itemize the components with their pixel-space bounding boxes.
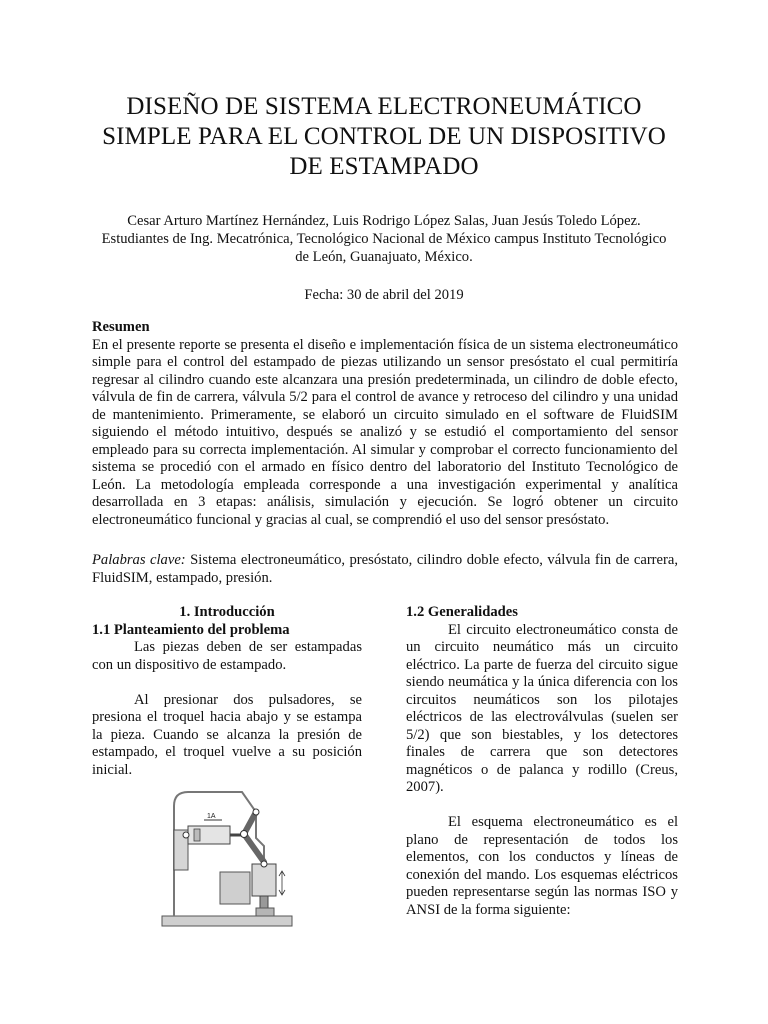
abstract-heading: Resumen — [92, 319, 150, 335]
title-line-1: DISEÑO DE SISTEMA ELECTRONEUMÁTICO — [126, 93, 642, 120]
cylinder-label: 1A — [207, 813, 216, 820]
abstract-text: En el presente reporte se presenta el diseño e implementación física de un sistema electroneumático simple para el control del estampado de piezas utilizando un sensor presóstato el cual permitiría regresar al cilindro cuando este alcanzara una presión predeterminada, un cilindro de doble efecto, válvula de fin de carrera, válvula 5/2 para el control de avance y retroceso del cilindro y una unidad de mantenimiento. Primeramente, se elaboró un circuito simulado en el software de FluidSIM siguiendo el método intuitivo, después se analizó y se estudió el comportamiento del sensor empleado para su correcta implementación. Al simular y comprobar el correcto funcionamiento del sistema se procedió con el armado en físico dentro del laboratorio del Instituto Tecnológico de León. La metodología empleada corresponde a una investigación experimental y analítica desarrollada en 3 etapas: análisis, simulación y ejecución. Se logró obtener un circuito electroneumático funcional y gracias al cual, se comprendió el uso del sensor presóstato. — [92, 336, 678, 528]
base-plate — [162, 916, 292, 926]
die-block — [220, 872, 250, 904]
keywords-label: Palabras clave: — [92, 552, 186, 568]
cylinder-port — [194, 829, 200, 841]
affiliation-line-1: Estudiantes de Ing. Mecatrónica, Tecnológico Nacional de México campus Instituto Tecnológico — [101, 231, 667, 247]
left-column — [92, 604, 362, 779]
title-line-2: SIMPLE PARA EL CONTROL DE UN DISPOSITIVO — [102, 123, 666, 150]
generalidades-paragraph-2: El esquema electroneumático es el plano de representación de todos los elementos, con los conductos y líneas de conexión del mando. Los esquemas eléctricos pueden representarse según las normas ISO y ANSI de la forma siguiente: — [406, 814, 678, 918]
punch-tip — [260, 896, 268, 908]
paper-title — [80, 92, 688, 182]
stamping-device-diagram — [160, 782, 294, 928]
intro-paragraph-2: Al presionar dos pulsadores, se presiona el troquel hacia abajo y se estampa la pieza. Cuando se alcanza la presión de estampado, el troquel vuelve a su posición inicial. — [92, 691, 362, 778]
author-block — [80, 212, 688, 266]
keywords-text: Sistema electroneumático, presóstato, cilindro doble efecto, válvula fin de carrera, FluidSIM, estampado, presión. — [92, 552, 678, 586]
intro-paragraph-1: Las piezas deben de ser estampadas con un dispositivo de estampado. — [92, 639, 362, 673]
ram-joint — [261, 861, 267, 867]
left-pivot — [183, 832, 189, 838]
right-column — [406, 604, 678, 919]
problem-subheading: 1.1 Planteamiento del problema — [92, 621, 290, 638]
lower-link — [244, 834, 264, 862]
punch-ram — [252, 864, 276, 896]
generalidades-paragraph-1: El circuito electroneumático consta de un circuito neumático más un circuito eléctrico. La parte de fuerza del circuito sigue siendo neumática y la única diferencia con los circuitos neumáticos son los pilotajes eléctricos de las electroválvulas (suelen ser 5/2) que son biestables, y los detectores finales de carrera que son detectores magnéticos o de palanca y rodillo (Creus, 2007). — [406, 621, 678, 795]
intro-heading: 1. Introducción — [179, 604, 275, 620]
keywords-section — [92, 551, 678, 587]
affiliation-line-2: de León, Guanajuato, México. — [295, 249, 473, 265]
center-joint — [241, 831, 248, 838]
paper-date: Fecha: 30 de abril del 2019 — [304, 287, 464, 303]
upper-joint — [253, 809, 259, 815]
stamping-device-figure — [160, 782, 294, 928]
author-names: Cesar Arturo Martínez Hernández, Luis Rodrigo López Salas, Juan Jesús Toledo López. — [127, 213, 641, 229]
title-line-3: DE ESTAMPADO — [289, 153, 479, 180]
workpiece — [256, 908, 274, 916]
generalidades-heading: 1.2 Generalidades — [406, 604, 518, 620]
abstract-section — [92, 319, 678, 529]
